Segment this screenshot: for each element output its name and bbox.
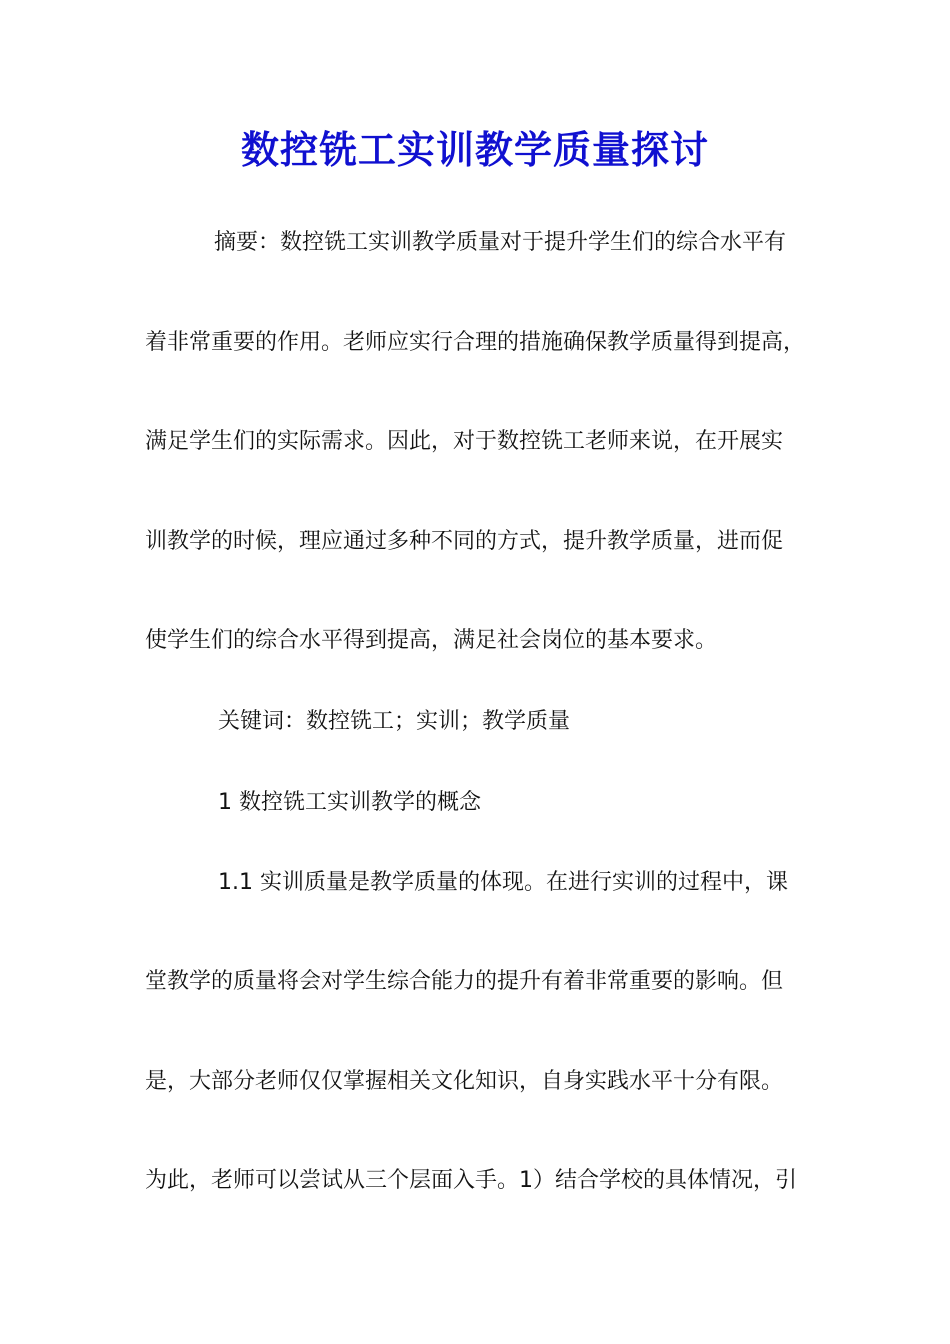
abstract-line-4: 训教学的时候，理应通过多种不同的方式，提升教学质量，进而促 [145,529,784,554]
keywords-line: 关键词：数控铣工；实训；教学质量 [218,709,571,734]
section-heading: 1 数控铣工实训教学的概念 [218,790,481,815]
body-line-3: 是，大部分老师仅仅掌握相关文化知识，自身实践水平十分有限。 [145,1069,784,1094]
body-line-4: 为此，老师可以尝试从三个层面入手。1）结合学校的具体情况，引 [145,1168,797,1193]
document-title: 数控铣工实训教学质量探讨 [240,127,709,172]
body-line-1: 1.1 实训质量是教学质量的体现。在进行实训的过程中，课 [218,870,788,895]
abstract-line-3: 满足学生们的实际需求。因此，对于数控铣工老师来说，在开展实 [145,429,784,454]
body-line-2: 堂教学的质量将会对学生综合能力的提升有着非常重要的影响。但 [145,969,784,994]
abstract-line-2: 着非常重要的作用。老师应实行合理的措施确保教学质量得到提高， [145,330,806,355]
abstract-line-1: 摘要：数控铣工实训教学质量对于提升学生们的综合水平有 [214,230,787,255]
abstract-line-5: 使学生们的综合水平得到提高，满足社会岗位的基本要求。 [145,628,718,653]
